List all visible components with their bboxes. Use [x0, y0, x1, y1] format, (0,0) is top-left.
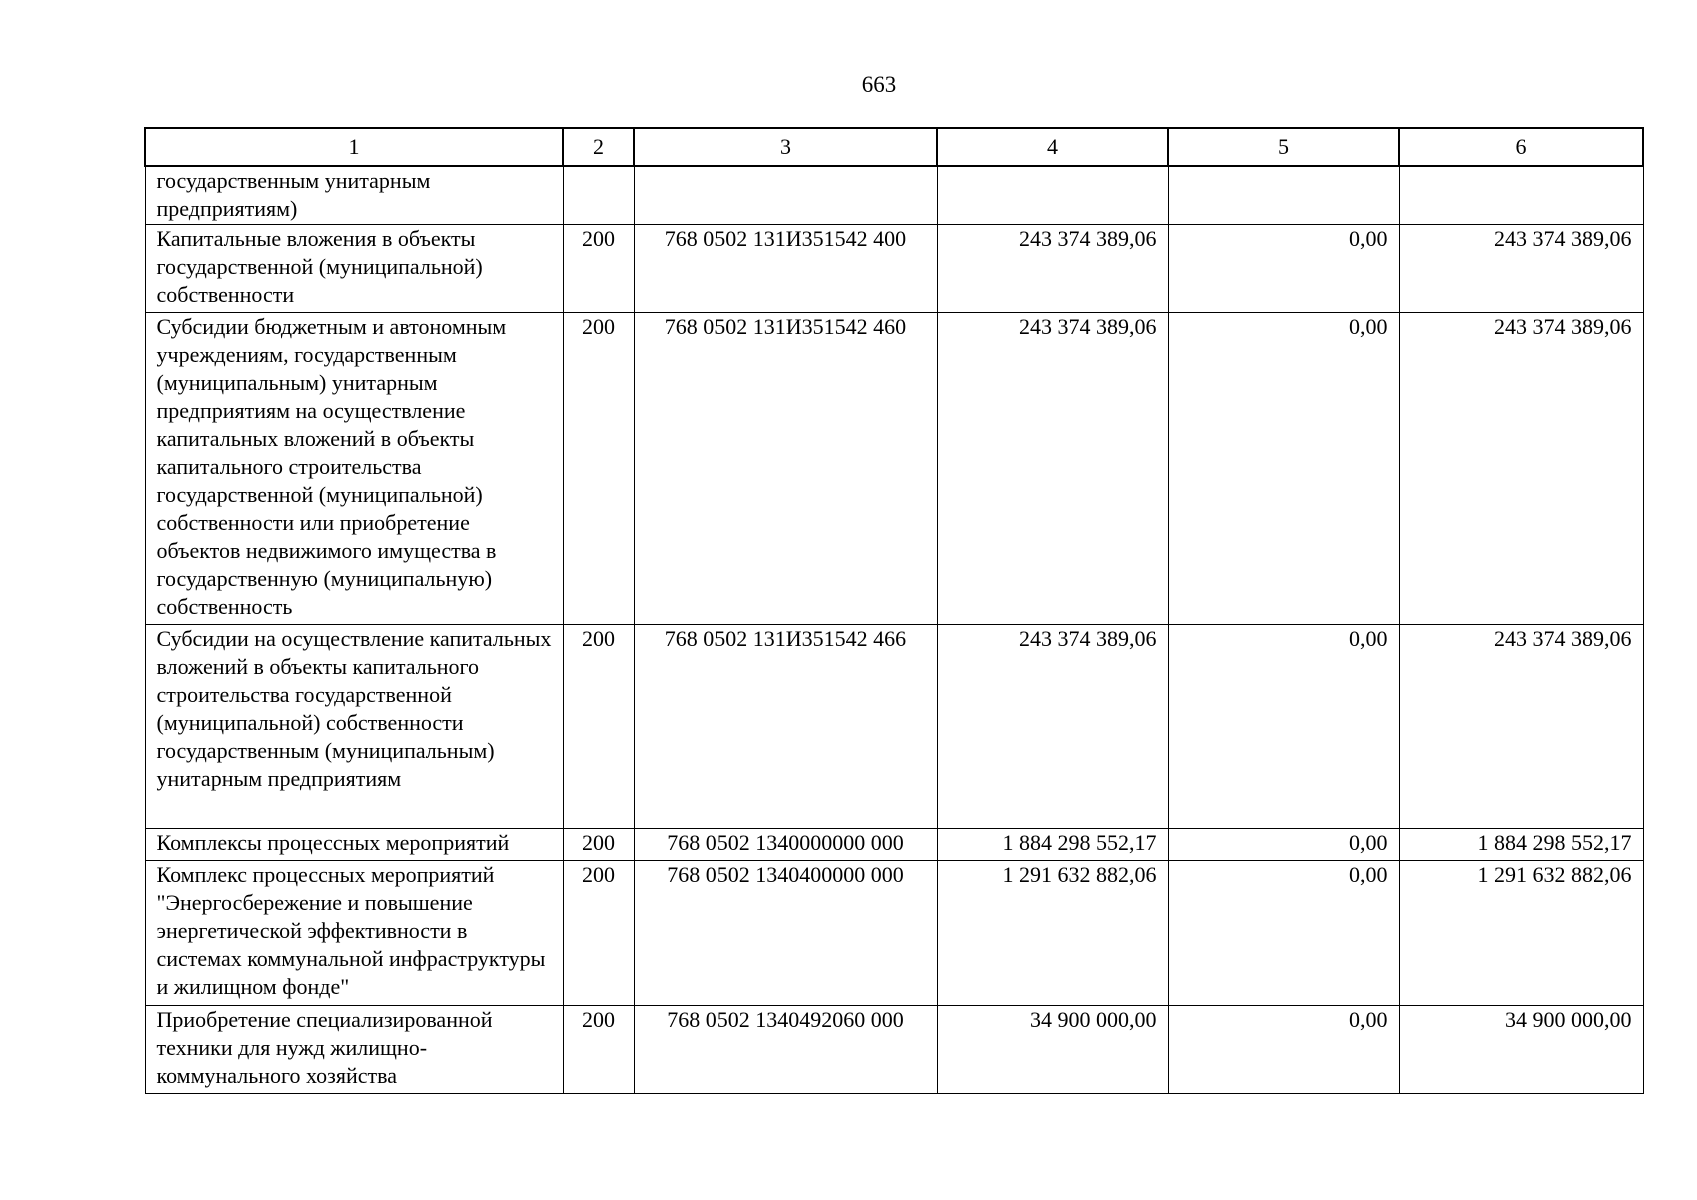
row-sum-4: 243 374 389,06	[937, 624, 1168, 828]
page-number: 663	[861, 72, 897, 97]
row-name: Субсидии бюджетным и автономным учреждениям, государственным (муниципальным) унитарным предприятиям на осуществление капитальных вложений в объекты капитального строительства государственной (муниципальной) собственности или приобретение объектов недвижимого имущества в государственную (муниципальную) собственность	[145, 312, 563, 624]
row-sum-4: 1 884 298 552,17	[937, 828, 1168, 860]
row-sum-5: 0,00	[1168, 860, 1399, 1005]
row-kbk	[634, 166, 937, 224]
row-sum-6: 1 884 298 552,17	[1399, 828, 1643, 860]
table-row	[145, 860, 1643, 1005]
row-code: 200	[563, 224, 634, 312]
row-name: Комплекс процессных мероприятий "Энергосбережение и повышение энергетической эффективности в системах коммунальной инфраструктуры и жилищном фонде"	[145, 860, 563, 1005]
row-sum-4: 243 374 389,06	[937, 224, 1168, 312]
row-sum-5: 0,00	[1168, 828, 1399, 860]
column-header-3: 3	[634, 128, 937, 166]
row-kbk: 768 0502 131И351542 460	[634, 312, 937, 624]
row-kbk: 768 0502 131И351542 466	[634, 624, 937, 828]
table-row	[145, 1005, 1643, 1093]
row-sum-6: 1 291 632 882,06	[1399, 860, 1643, 1005]
row-sum-6: 243 374 389,06	[1399, 224, 1643, 312]
table-row	[145, 828, 1643, 860]
row-code: 200	[563, 828, 634, 860]
row-sum-4: 34 900 000,00	[937, 1005, 1168, 1093]
row-sum-5	[1168, 166, 1399, 224]
row-code: 200	[563, 624, 634, 828]
row-name: государственным унитарным предприятиям)	[145, 166, 563, 224]
row-name: Приобретение специализированной техники для нужд жилищно-коммунального хозяйства	[145, 1005, 563, 1093]
row-kbk: 768 0502 1340400000 000	[634, 860, 937, 1005]
row-sum-6	[1399, 166, 1643, 224]
row-code: 200	[563, 1005, 634, 1093]
row-sum-4	[937, 166, 1168, 224]
budget-table	[144, 127, 1644, 1094]
row-code: 200	[563, 312, 634, 624]
row-sum-6: 243 374 389,06	[1399, 624, 1643, 828]
column-header-2: 2	[563, 128, 634, 166]
row-sum-5: 0,00	[1168, 312, 1399, 624]
row-name: Субсидии на осуществление капитальных вложений в объекты капитального строительства государственной (муниципальной) собственности государственным (муниципальным) унитарным предприятиям	[145, 624, 563, 828]
table-header-row	[145, 128, 1643, 166]
column-header-5: 5	[1168, 128, 1399, 166]
row-name: Капитальные вложения в объекты государственной (муниципальной) собственности	[145, 224, 563, 312]
column-header-4: 4	[937, 128, 1168, 166]
table-row	[145, 224, 1643, 312]
row-name: Комплексы процессных мероприятий	[145, 828, 563, 860]
row-sum-5: 0,00	[1168, 224, 1399, 312]
row-code: 200	[563, 860, 634, 1005]
table-row	[145, 624, 1643, 828]
row-code	[563, 166, 634, 224]
row-kbk: 768 0502 1340000000 000	[634, 828, 937, 860]
row-kbk: 768 0502 131И351542 400	[634, 224, 937, 312]
table-row	[145, 312, 1643, 624]
row-kbk: 768 0502 1340492060 000	[634, 1005, 937, 1093]
row-sum-5: 0,00	[1168, 624, 1399, 828]
row-sum-6: 243 374 389,06	[1399, 312, 1643, 624]
row-sum-6: 34 900 000,00	[1399, 1005, 1643, 1093]
column-header-6: 6	[1399, 128, 1643, 166]
column-header-1: 1	[145, 128, 563, 166]
row-sum-4: 243 374 389,06	[937, 312, 1168, 624]
row-sum-5: 0,00	[1168, 1005, 1399, 1093]
table-row	[145, 166, 1643, 224]
row-sum-4: 1 291 632 882,06	[937, 860, 1168, 1005]
